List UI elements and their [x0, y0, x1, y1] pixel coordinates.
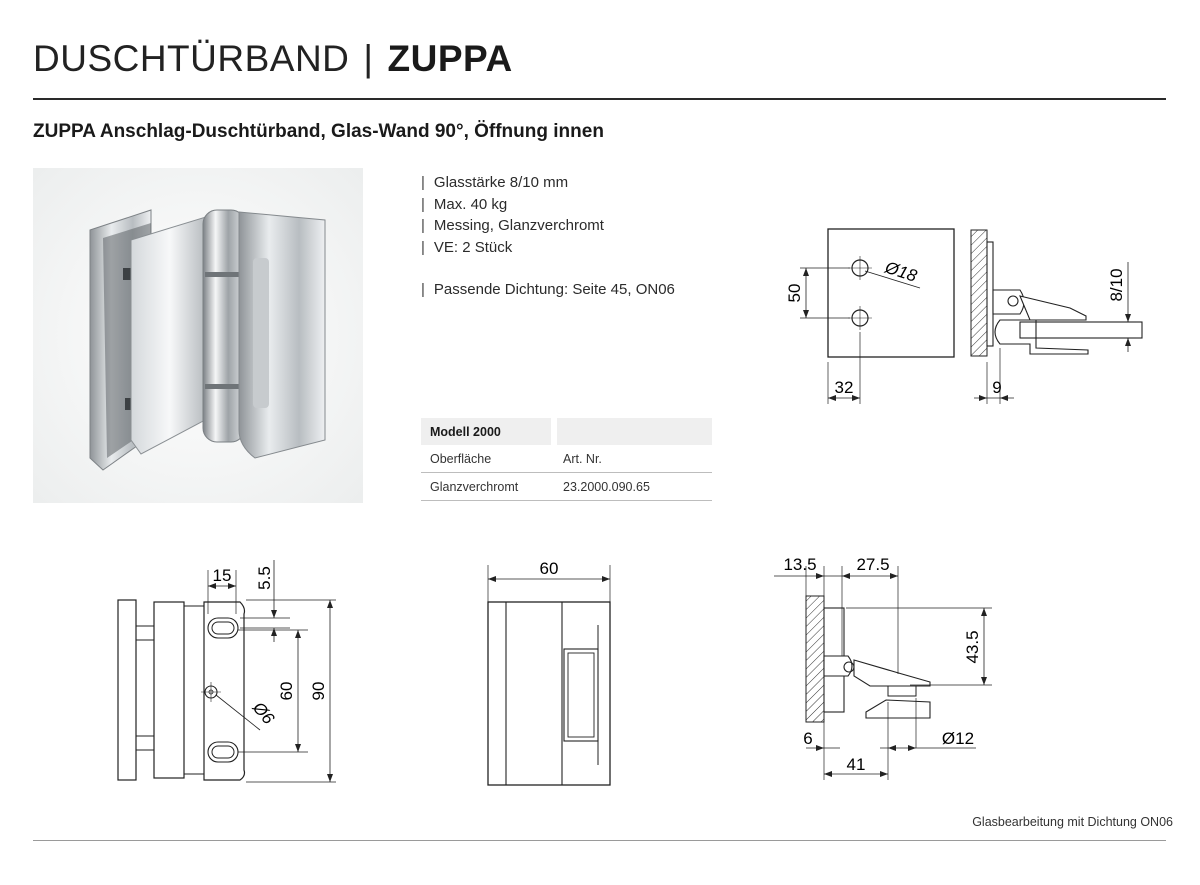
header-rule [33, 98, 1166, 100]
front-hole-label: Ø6 [248, 698, 279, 728]
spec-item: | Messing, Glanzverchromt [421, 217, 604, 234]
plate-offset-label: 32 [834, 378, 854, 397]
plan-dim-e: 41 [846, 755, 866, 774]
product-photo [33, 168, 363, 503]
plan-dim-a: 13.5 [783, 555, 817, 574]
title-product: ZUPPA [387, 38, 513, 79]
front-pitch-label: 60 [277, 681, 296, 701]
plan-view-drawing [770, 552, 1000, 784]
model-label: Modell 2000 [430, 425, 501, 439]
front-top-label: 5.5 [255, 566, 274, 590]
product-subtitle: ZUPPA Anschlag-Duschtürband, Glas-Wand 90°, Öffnung innen [33, 121, 604, 142]
title-category: DUSCHTÜRBAND [33, 38, 350, 79]
page-title [33, 38, 513, 80]
glass-thickness-label: 8/10 [1107, 268, 1126, 302]
spec-item: | Max. 40 kg [421, 195, 508, 213]
front-height-label: 90 [309, 681, 328, 701]
spec-item: | Glasstärke 8/10 mm [421, 174, 569, 191]
front-width-label: 15 [212, 566, 232, 585]
table-row [421, 473, 712, 501]
table-header-row [421, 418, 712, 445]
footnote: Glasbearbeitung mit Dichtung ON06 [972, 815, 1173, 829]
title-separator: | [363, 38, 374, 79]
top-view-drawing [960, 222, 1150, 412]
plate-drawing [780, 222, 960, 412]
cell-surface: Glanzverchromt [430, 480, 519, 494]
footer-rule [33, 840, 1166, 841]
side-view-drawing [480, 555, 620, 795]
plan-dim-b: 27.5 [856, 555, 890, 574]
col-surface: Oberfläche [430, 452, 492, 466]
gap-label: 9 [992, 378, 1002, 397]
plan-dim-d: 6 [803, 729, 813, 748]
seal-note: | Passende Dichtung: Seite 45, ON06 [421, 281, 675, 298]
spec-list [421, 172, 675, 301]
cell-article: 23.2000.090.65 [563, 480, 650, 494]
plan-dim-c: 43.5 [963, 630, 982, 664]
model-table [421, 418, 712, 501]
plate-height-label: 50 [785, 283, 804, 303]
table-column-row [421, 445, 712, 473]
plan-hole-label: Ø12 [941, 729, 975, 748]
col-article: Art. Nr. [563, 452, 602, 466]
plate-hole-label: Ø18 [882, 257, 920, 286]
front-view-drawing [110, 560, 340, 795]
spec-item: | VE: 2 Stück [421, 238, 513, 256]
side-width-label: 60 [539, 559, 559, 578]
